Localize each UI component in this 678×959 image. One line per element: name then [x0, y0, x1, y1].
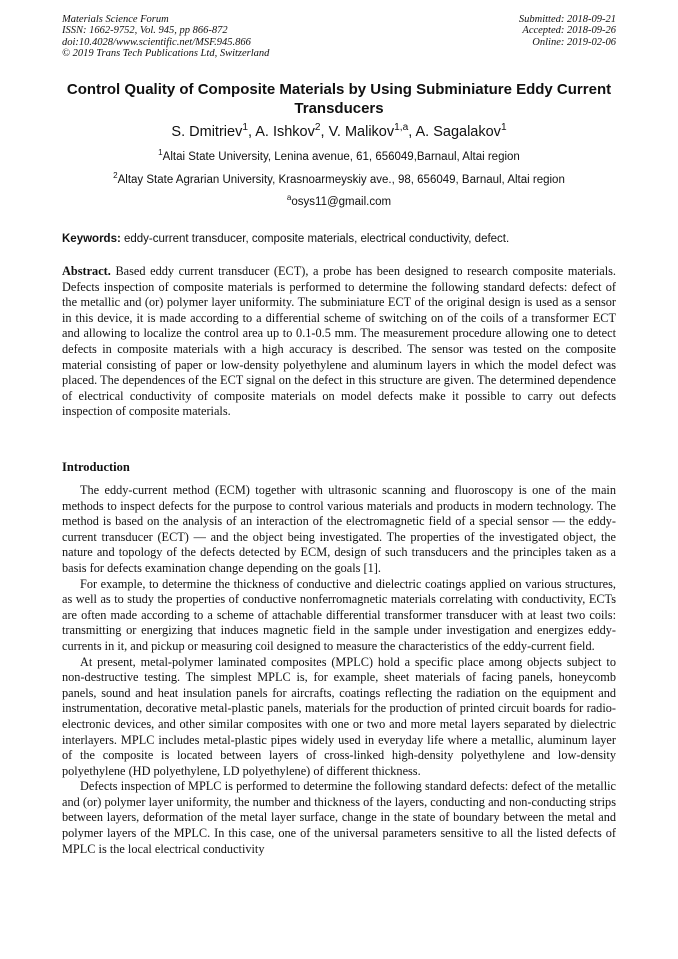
- keywords-text: eddy-current transducer, composite materials, electrical conductivity, defect.: [120, 233, 510, 245]
- keywords-line: [62, 232, 616, 246]
- affil-mark: a: [286, 193, 292, 203]
- dates-info: [519, 14, 616, 48]
- section-heading-introduction: Introduction: [62, 460, 130, 474]
- affil-text: Altay State Agrarian University, Krasnoarmeyskiy ave., 98, 656049, Barnaul, Altai region: [117, 174, 565, 186]
- author-affil-mark: 1,a: [394, 122, 409, 134]
- author-affil-mark: 1: [242, 122, 248, 134]
- paper-title: Control Quality of Composite Materials by Using Subminiature Eddy Current Transducers: [66, 81, 612, 117]
- abstract-text: Based eddy current transducer (ECT), a probe has been designed to research composite materials. Defects inspection of composite materials is performed to determine the following standard defects: defect of the metallic and (or) polymer layer uniformity. The subminiature ECT of the original design is used as a sensor in this device, it is made according to a differential scheme of switching on of the coils of a transformer ECT and allowing to localize the control area up to 0.1-0.5 mm. The measurement procedure allowing one to detect defects in composite materials with a high accuracy is described. The sensor was tested on the composite material consisting of paper or low-density polyethylene and aluminum layers in which the model defect was placed. The dependences of the ECT signal on the defect in this structure are given. The determined dependence of electrical conductivity of composite materials on model defects make it possible to carry out defects inspection of composite materials.: [62, 264, 616, 419]
- journal-info: [62, 14, 269, 60]
- author-affil-mark: 1: [500, 122, 507, 134]
- affil-mark: 1: [158, 148, 163, 158]
- author-name: S. Dmitriev: [171, 124, 243, 140]
- abstract-label: Abstract.: [62, 264, 111, 278]
- email-text: osys11@gmail.com: [291, 196, 392, 208]
- copyright-line: © 2019 Trans Tech Publications Ltd, Switzerland: [62, 48, 270, 60]
- author-list: S. Dmitriev$^1$, A. Ishkov$^2$, V. Malikov$^{1,a}$, A. Sagalakov$^1$: [171, 122, 507, 140]
- paragraph: At present, metal-polymer laminated composites (MPLC) hold a specific place among objects subject to non-destructive testing. The simplest MPLC is, for example, sheet materials of facing panels, honeycomb panels, sound and heat insulation panels for aircrafts, coatings reflecting the radiation on the equipment and instrumentation, decorative metal-plastic panels, materials for the production of printed circuit boards for radio-electronic devices, and other similar composites with one or two and more metal layers separated by dielectric interlayers. MPLC includes metal-plastic pipes widely used in everyday life where a metallic, aluminum layer of the composite is located between layers of cross-linked high-density polyethylene and low-density polyethylene (HD polyethylene, LD polyethylene) of different thickness.: [62, 654, 616, 778]
- author-name: A. Sagalakov: [415, 124, 501, 140]
- author-name: V. Malikov: [328, 124, 395, 140]
- affiliation-1: [62, 150, 616, 164]
- accepted-date: Accepted: 2018-09-26: [522, 25, 616, 37]
- author-name: A. Ishkov: [255, 124, 315, 140]
- introduction-body: [62, 483, 616, 857]
- doi-line: doi:10.4028/www.scientific.net/MSF.945.866: [62, 36, 251, 48]
- abstract: [62, 264, 616, 420]
- author-affil-mark: 2: [314, 122, 321, 134]
- keywords-label: Keywords:: [62, 233, 121, 245]
- paragraph: For example, to determine the thickness of conductive and dielectric coatings applied on various structures, as well as to study the properties of conductive nonferromagnetic materials correlating with conductivity, ECTs are often made according to a scheme of attachable differential transformer transducer with at least two coils: transmitting or energizing that induces magnetic field in the sample under investigation and energizes eddy-currents in it, and pickup or measuring coil designed to measure the characteristics of the eddy-current field.: [62, 576, 616, 653]
- issn-line: ISSN: 1662-9752, Vol. 945, pp 866-872: [62, 25, 228, 37]
- affil-text: Altai State University, Lenina avenue, 61, 656049,Barnaul, Altai region: [162, 151, 520, 163]
- contact-email: [62, 195, 616, 209]
- paragraph: The eddy-current method (ECM) together with ultrasonic scanning and fluoroscopy is one of the main methods to inspect defects for the purpose to control various materials and products in modern technology. The method is based on the analysis of an interaction of the electromagnetic field of a special sensor — the eddy-current transducer (ECT) — and the object being investigated. The properties of the investigated object, the nature and topology of the defects detected by ECM, design of such transducers and the principles taken as a basis for defects examination change depending on the goals [1].: [62, 483, 616, 575]
- affiliation-2: [62, 173, 616, 187]
- submitted-date: Submitted: 2018-09-21: [518, 14, 616, 25]
- affil-mark: 2: [113, 171, 118, 181]
- paragraph: Defects inspection of MPLC is performed to determine the following standard defects: defect of the metallic and (or) polymer layer uniformity, the number and thickness of the layers, conducting and non-conducting strips between layers, deformation of the metal layer surface, change in the state of boundary between the metal and polymer layers of the MPLC. In this case, one of the universal parameters sensitive to all the listed defects of MPLC is the local electrical conductivity: [62, 779, 616, 856]
- journal-name: Materials Science Forum: [62, 14, 169, 25]
- online-date: Online: 2019-02-06: [532, 36, 616, 48]
